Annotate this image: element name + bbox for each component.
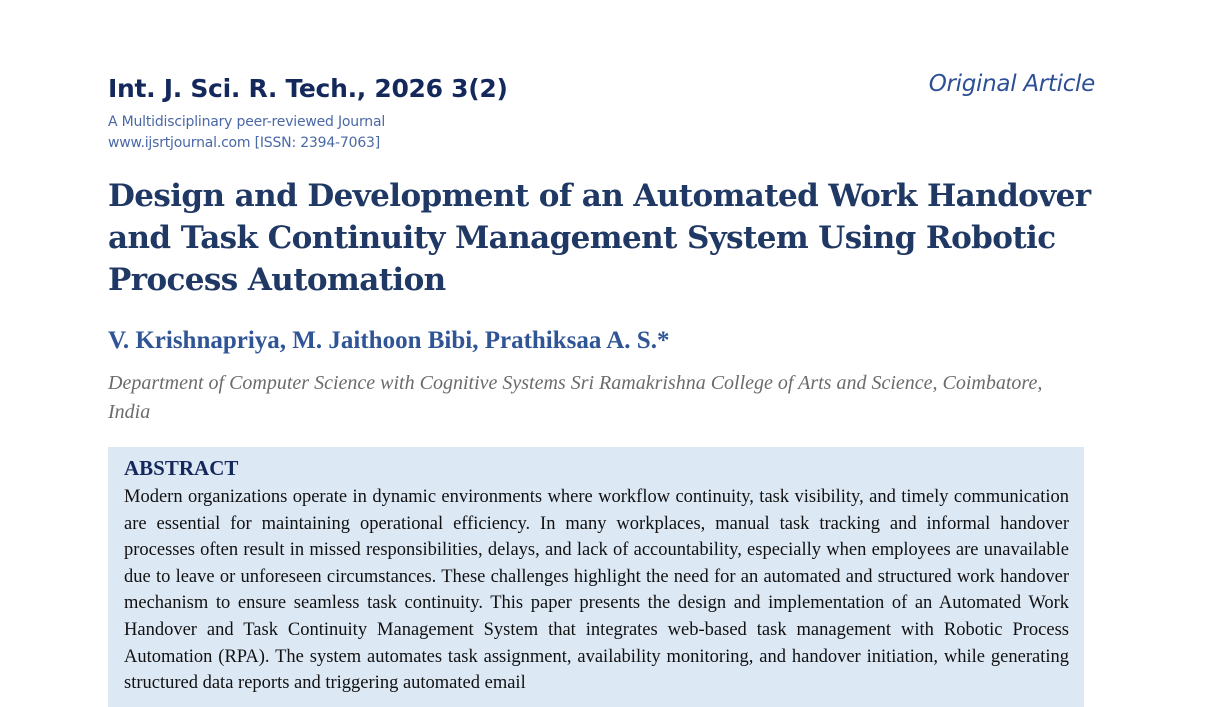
journal-title: Int. J. Sci. R. Tech., 2026 3(2)	[108, 74, 508, 103]
author-affiliation: Department of Computer Science with Cognitive Systems Sri Ramakrishna College of Arts and Science, Coimbatore, India	[108, 372, 1043, 423]
author-list: V. Krishnapriya, M. Jaithoon Bibi, Prathiksaa A. S.*	[108, 327, 670, 354]
abstract-heading: ABSTRACT	[124, 456, 239, 480]
abstract-body: Modern organizations operate in dynamic environments where workflow continuity, task visibility, and timely communication are essential for maintaining operational efficiency. In many workplaces, manual task tracking and informal handover processes often result in missed responsibilities, delays, and lack of accountability, especially when employees are unavailable due to leave or unforeseen circumstances. These challenges highlight the need for an automated and structured work handover mechanism to ensure seamless task continuity. This paper presents the design and implementation of an Automated Work Handover and Task Continuity Management System that integrates web-based task management with Robotic Process Automation (RPA). The system automates task assignment, availability monitoring, and handover initiation, while generating structured data reports and triggering automated email	[124, 487, 1069, 694]
journal-tagline: A Multidisciplinary peer-reviewed Journal	[108, 114, 386, 130]
abstract-section	[108, 447, 1084, 707]
journal-website-issn: www.ijsrtjournal.com [ISSN: 2394-7063]	[108, 135, 380, 151]
paper-title: Design and Development of an Automated Work Handover and Task Continuity Management System Using Robotic Process Automation	[108, 178, 1091, 298]
article-type-label: Original Article	[928, 71, 1095, 97]
